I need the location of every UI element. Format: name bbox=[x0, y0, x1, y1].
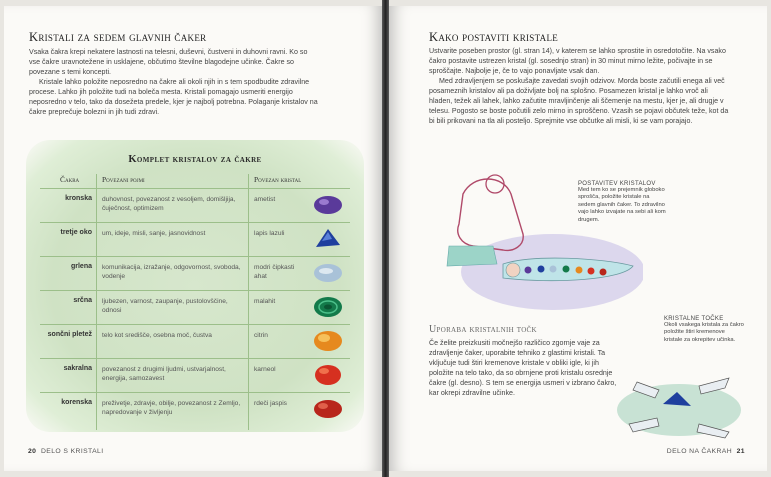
intro-text bbox=[29, 47, 319, 117]
chakra-name: sončni pletež bbox=[47, 331, 92, 338]
right-page bbox=[389, 6, 767, 471]
table-row bbox=[40, 188, 350, 222]
crystal-name: ametist bbox=[254, 196, 276, 203]
first-paragraph: Ustvarite poseben prostor (gl. stran 14), v katerem se lahko sprostite in osredotočite. Na vsako čakro postavite ustrezen kristal (gl. sosednjo stran) in 30 minut mirno ležite, počivajte in se sproščajte. Najbolje je, če to vajo ponavljate vsak dan. bbox=[429, 47, 726, 75]
header-crystal: Povezan kristal bbox=[254, 175, 302, 184]
chakra-concepts: komunikacija, izražanje, odgovornost, svoboda, vodenje bbox=[102, 264, 241, 280]
chakra-concepts: duhovnost, povezanost z vesoljem, domišljija, čuječnost, optimizem bbox=[102, 196, 236, 212]
header-chakra: Čakra bbox=[60, 175, 80, 184]
crystal-points-caption bbox=[664, 316, 744, 344]
crystal-name: karneol bbox=[254, 366, 276, 373]
chakra-name: srčna bbox=[73, 297, 92, 304]
subsection-title: Uporaba kristalnih točk bbox=[429, 324, 537, 335]
table-title: Komplet kristalov za čakre bbox=[128, 154, 262, 165]
amethyst-stone-icon bbox=[312, 193, 344, 217]
blue-lace-agate-stone-icon bbox=[312, 261, 344, 285]
chakra-name: sakralna bbox=[63, 365, 92, 372]
page-number: 20 bbox=[28, 448, 37, 455]
table-header bbox=[40, 170, 350, 188]
lapis-lazuli-stone-icon bbox=[312, 227, 344, 251]
quartz-points-illustration bbox=[599, 362, 759, 442]
caption-title: POSTAVITEV KRISTALOV bbox=[578, 181, 656, 187]
chakra-concepts: um, ideje, misli, sanje, jasnovidnost bbox=[102, 230, 206, 237]
chakra-concepts: povezanost z drugimi ljudmi, ustvarjalnost, energija, samozavest bbox=[102, 366, 226, 382]
crystal-table-box bbox=[26, 140, 364, 432]
table-row bbox=[40, 392, 350, 426]
table-row bbox=[40, 358, 350, 392]
crystal-points-text: Če želite preizkusiti močnejšo različico zgornje vaje za zdravljenje čaker, uporabite tehniko z glastimi kristali. Ta vključuje tudi štiri kremenove kristale v obliki igle, ki jih položite na telo tako, da so obrnjene proti kristalu osrednje čakre (gl. desno). S tem se energija usmeri v izbrano čakro, kar okrepi zdravilne učinke. bbox=[429, 339, 617, 397]
caption-text: Okoli vsakega kristala za čakro položite štiri kremenove kristale za okrepitev učinka. bbox=[664, 322, 744, 343]
chakra-name: kronska bbox=[65, 195, 92, 202]
chakra-name: korenska bbox=[61, 399, 92, 406]
carnelian-stone-icon bbox=[312, 363, 344, 387]
crystal-name: malahit bbox=[254, 298, 276, 305]
caption-title: KRISTALNE TOČKE bbox=[664, 316, 724, 322]
right-folio bbox=[667, 448, 745, 455]
page-title: Kristali za sedem glavnih čaker bbox=[29, 30, 207, 44]
chakra-concepts: ljubezen, varnost, zaupanje, pustolovščine, odnosi bbox=[102, 298, 228, 314]
table-row bbox=[40, 256, 350, 290]
crystal-healing-illustration bbox=[433, 154, 643, 314]
table-row bbox=[40, 324, 350, 358]
caption-text: Med tem ko se prejemnik globoko sprošča, položite kristale na sedem glavnih čaker. To zdravilno vajo lahko izvajate na sebi ali kom drugem. bbox=[578, 187, 666, 223]
crystal-name: rdeči jaspis bbox=[254, 400, 287, 407]
intro-paragraph: Vsaka čakra krepi nekatere lastnosti na telesni, duševni, čustveni in duhovni ravni. Ko so vse čakre uravnotežene in usklajene, občutimo številne blagodejne učinke. Čakre so povezane s temi koncepti. bbox=[29, 48, 308, 76]
citrine-stone-icon bbox=[312, 329, 344, 353]
header-concepts: Povezani pojmi bbox=[102, 175, 145, 184]
left-page bbox=[4, 6, 382, 471]
placement-caption bbox=[578, 181, 668, 224]
crystal-name: citrin bbox=[254, 332, 268, 339]
malachite-stone-icon bbox=[312, 295, 344, 319]
chakra-concepts: preživetje, zdravje, obilje, povezanost z Zemljo, napredovanje v življenju bbox=[102, 400, 241, 416]
instructions-text bbox=[429, 46, 729, 126]
second-paragraph: Med zdravljenjem se poskušajte zavedati svojih odzivov. Morda boste začutili enega ali več posameznih kristalov ali pa doživljate bolj na splošno. Posamezen kristal je lahko vroč ali hladen, težek ali lahek, lahko začutite mravljinčenje ali ščemenje na mestu, kjer je, ali drugje v telesu. Pogosto se boste počutili zelo mirno in sproščeno. Vzasih se pojavi občutek teže, kot da bi bili prikovani na tla ali posteljo. Sprejmite vse občutke ali misli, ki se vam porajajo. bbox=[429, 77, 729, 125]
book-gutter bbox=[382, 0, 389, 477]
red-jasper-stone-icon bbox=[312, 397, 344, 421]
left-folio bbox=[28, 448, 104, 455]
crystal-name: lapis lazuli bbox=[254, 230, 285, 237]
chakra-name: tretje oko bbox=[60, 229, 92, 236]
section-name: DELO NA ČAKRAH bbox=[666, 448, 733, 455]
table-row bbox=[40, 222, 350, 256]
chakra-name: grlena bbox=[70, 263, 92, 270]
page-title: Kako postaviti kristale bbox=[429, 30, 559, 44]
crystal-name: modri čipkasti ahat bbox=[254, 264, 295, 280]
table-row bbox=[40, 290, 350, 324]
page-number: 21 bbox=[736, 448, 745, 455]
second-paragraph: Kristale lahko položite neposredno na čakre ali okoli njih in s tem spodbudite zdravilne procese. Lahko jih položite tudi na boleča mesta. Kristali pomagajo usmeriti energijo neposredno v telo, tako da dosežeta predele, kjer je najbolj potrebna. Polaganje kristalov na čakre preprečuje bolezni in jih tudi zdravi. bbox=[29, 78, 318, 116]
section-name: DELO S KRISTALI bbox=[40, 448, 104, 455]
chakra-concepts: telo kot središče, osebna moč, čustva bbox=[102, 332, 212, 339]
